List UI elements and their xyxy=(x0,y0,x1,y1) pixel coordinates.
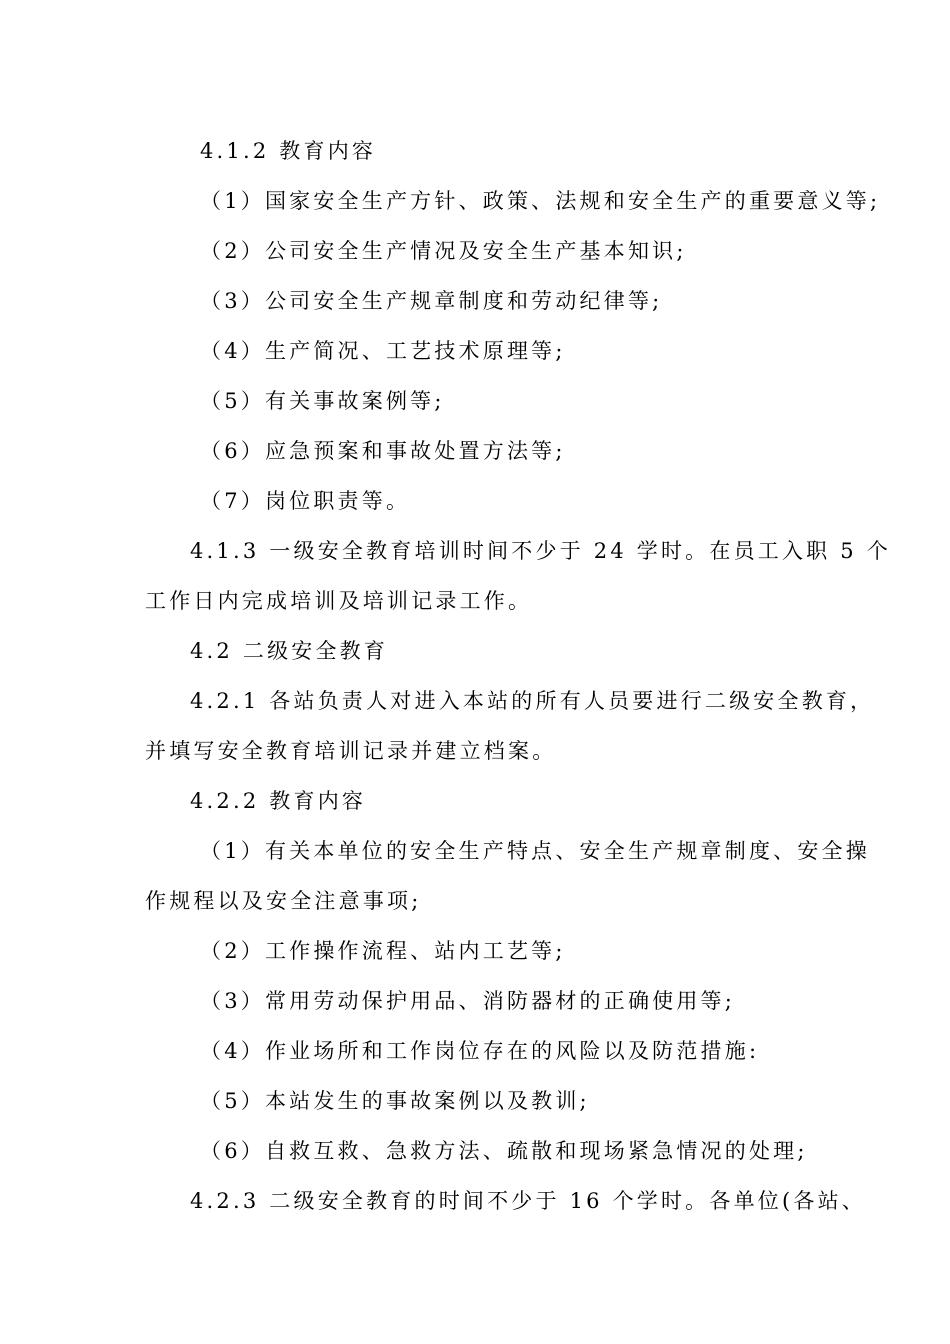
section-heading-4-2: 4.2 二级安全教育 xyxy=(190,639,389,663)
paragraph-continuation: 并填写安全教育培训记录并建立档案。 xyxy=(145,739,557,763)
section-heading-4-1-2: 4.1.2 教育内容 xyxy=(200,139,377,163)
paragraph-4-2-3: 4.2.3 二级安全教育的时间不少于 16 个学时。各单位(各站、 xyxy=(190,1189,866,1213)
list-item: （3）公司安全生产规章制度和劳动纪律等; xyxy=(200,289,663,313)
list-item: （5）本站发生的事故案例以及教训; xyxy=(200,1089,590,1113)
list-item: （1）有关本单位的安全生产特点、安全生产规章制度、安全操 xyxy=(200,839,870,863)
list-item: （2）工作操作流程、站内工艺等; xyxy=(200,939,566,963)
list-item: （3）常用劳动保护用品、消防器材的正确使用等; xyxy=(200,989,736,1013)
list-item: （2）公司安全生产情况及安全生产基本知识; xyxy=(200,239,687,263)
paragraph-4-2-1: 4.2.1 各站负责人对进入本站的所有人员要进行二级安全教育， xyxy=(190,689,875,713)
list-item: （7）岗位职责等。 xyxy=(200,489,411,513)
section-heading-4-2-2: 4.2.2 教育内容 xyxy=(190,789,367,813)
list-item: （4）生产简况、工艺技术原理等; xyxy=(200,339,566,363)
paragraph-4-1-3: 4.1.3 一级安全教育培训时间不少于 24 学时。在员工入职 5 个 xyxy=(190,539,891,563)
list-item: （1）国家安全生产方针、政策、法规和安全生产的重要意义等; xyxy=(200,189,881,213)
list-item: （6）应急预案和事故处置方法等; xyxy=(200,439,566,463)
paragraph-continuation: 工作日内完成培训及培训记录工作。 xyxy=(145,589,533,613)
list-item-continuation: 作规程以及安全注意事项; xyxy=(145,889,422,913)
list-item: （6）自救互救、急救方法、疏散和现场紧急情况的处理; xyxy=(200,1139,808,1163)
list-item: （5）有关事故案例等; xyxy=(200,389,445,413)
list-item: （4）作业场所和工作岗位存在的风险以及防范措施: xyxy=(200,1039,760,1063)
